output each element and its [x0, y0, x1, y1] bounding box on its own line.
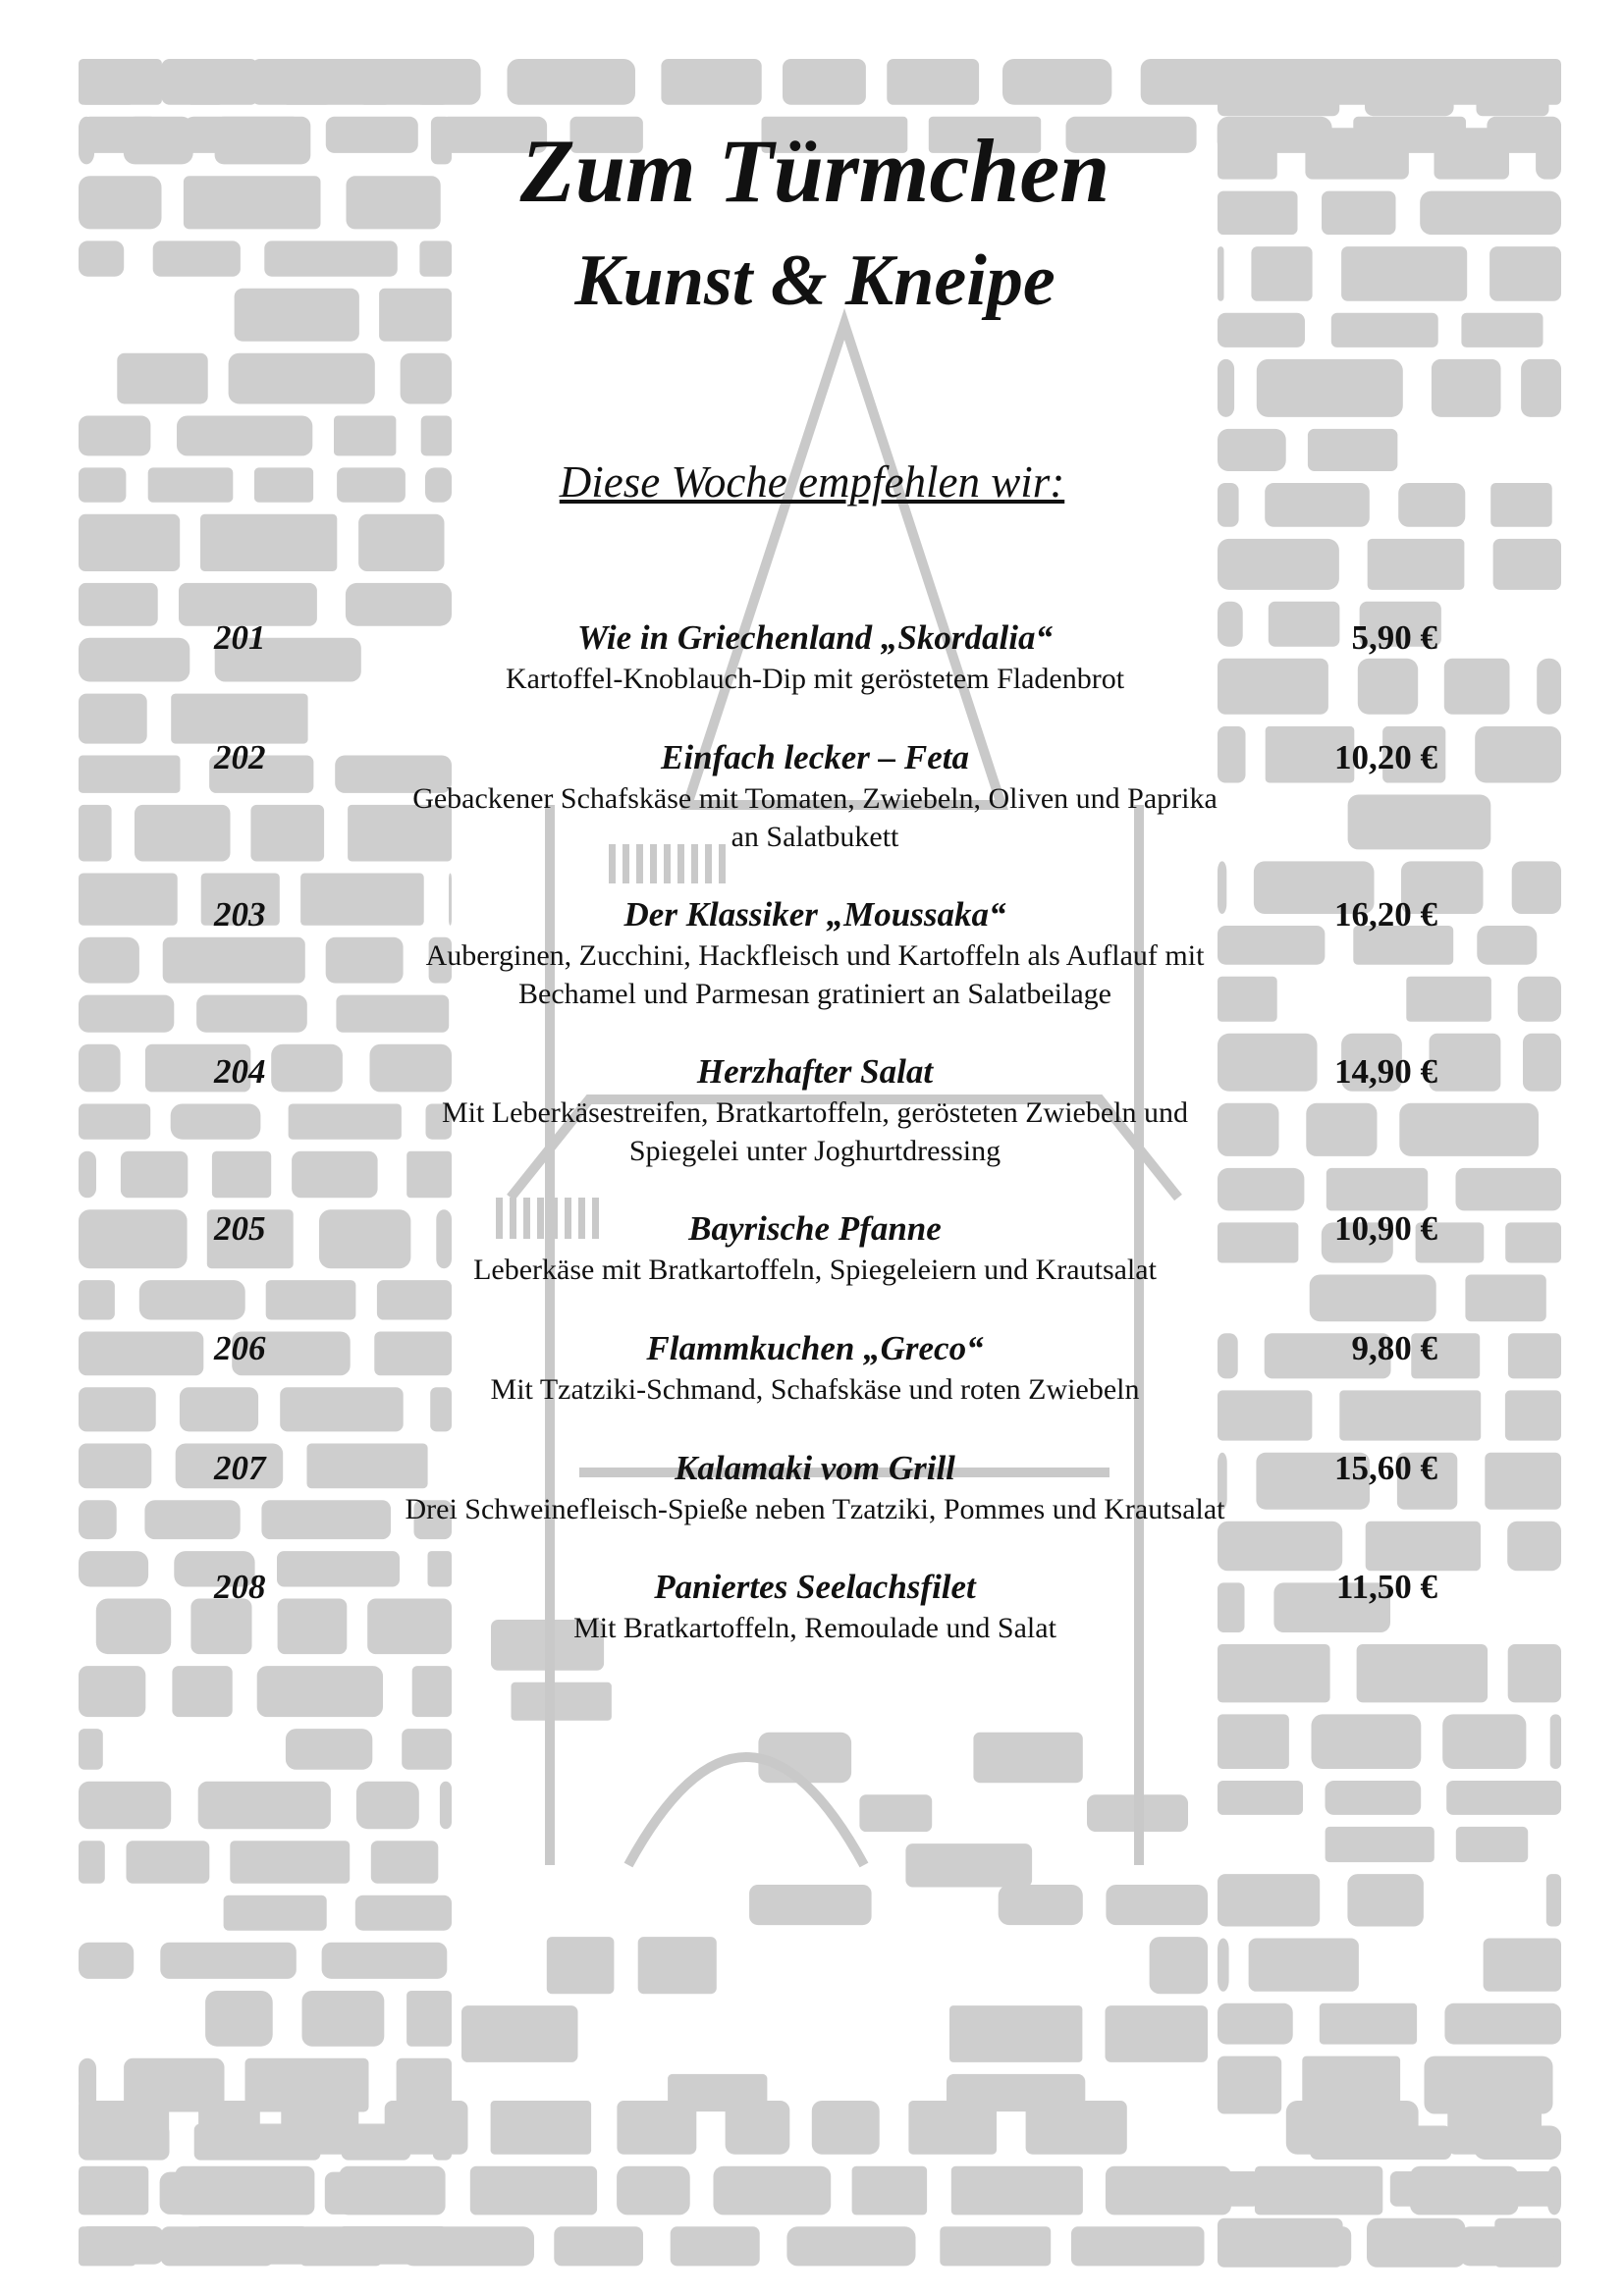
item-number: 202 [214, 738, 266, 776]
item-description [314, 779, 1316, 856]
description-line: Auberginen, Zucchini, Hackfleisch und Kartoffeln als Auflauf mit [425, 939, 1205, 972]
description-line: Mit Tzatziki-Schmand, Schafskäse und roten Zwiebeln [490, 1373, 1140, 1406]
item-number: 208 [214, 1568, 266, 1606]
item-name: Wie in Griechenland „Skordalia“ [577, 618, 1053, 657]
recommendation-heading: Diese Woche empfehlen wir: [559, 457, 1065, 507]
item-name: Herzhafter Salat [696, 1052, 934, 1091]
description-line: Drei Schweinefleisch-Spieße neben Tzatziki, Pommes und Krautsalat [405, 1493, 1225, 1525]
item-description [314, 1370, 1316, 1409]
description-line: Spiegelei unter Joghurtdressing [628, 1135, 1001, 1167]
item-number: 206 [214, 1329, 266, 1367]
item-price: 5,90 € [1351, 618, 1437, 657]
item-name: Flammkuchen „Greco“ [646, 1329, 984, 1367]
item-price: 9,80 € [1351, 1329, 1437, 1367]
item-name: Einfach lecker – Feta [661, 738, 969, 776]
item-description [314, 1251, 1316, 1289]
item-number: 205 [214, 1209, 266, 1248]
restaurant-logo [422, 108, 1208, 334]
logo-line-2: Kunst & Kneipe [574, 240, 1056, 321]
description-line: Kartoffel-Knoblauch-Dip mit geröstetem Fladenbrot [505, 663, 1125, 695]
description-line: Mit Bratkartoffeln, Remoulade und Salat [573, 1612, 1056, 1644]
item-description [314, 660, 1316, 698]
description-line: Bechamel und Parmesan gratiniert an Salatbeilage [518, 978, 1111, 1010]
description-line: Leberkäse mit Bratkartoffeln, Spiegeleiern und Krautsalat [473, 1254, 1157, 1286]
item-price: 15,60 € [1334, 1449, 1437, 1487]
item-number: 201 [214, 618, 266, 657]
item-description [314, 1094, 1316, 1170]
item-description [314, 936, 1316, 1013]
description-line: Mit Leberkäsestreifen, Bratkartoffeln, gerösteten Zwiebeln und [441, 1096, 1188, 1129]
item-description [314, 1609, 1316, 1647]
item-description [314, 1490, 1316, 1528]
item-price: 14,90 € [1334, 1052, 1437, 1091]
item-name: Der Klassiker „Moussaka“ [623, 895, 1006, 934]
item-name: Bayrische Pfanne [688, 1209, 942, 1248]
item-number: 203 [214, 895, 266, 934]
item-number: 207 [214, 1449, 266, 1487]
item-price: 10,20 € [1334, 738, 1437, 776]
description-line: an Salatbukett [731, 821, 899, 853]
logo-line-1: Zum Türmchen [519, 121, 1110, 221]
item-number: 204 [214, 1052, 266, 1091]
description-line: Gebackener Schafskäse mit Tomaten, Zwiebeln, Oliven und Paprika [412, 782, 1218, 815]
item-name: Kalamaki vom Grill [675, 1449, 955, 1487]
item-name: Paniertes Seelachsfilet [654, 1568, 976, 1606]
item-price: 11,50 € [1335, 1568, 1437, 1606]
item-price: 16,20 € [1334, 895, 1437, 934]
item-price: 10,90 € [1334, 1209, 1437, 1248]
